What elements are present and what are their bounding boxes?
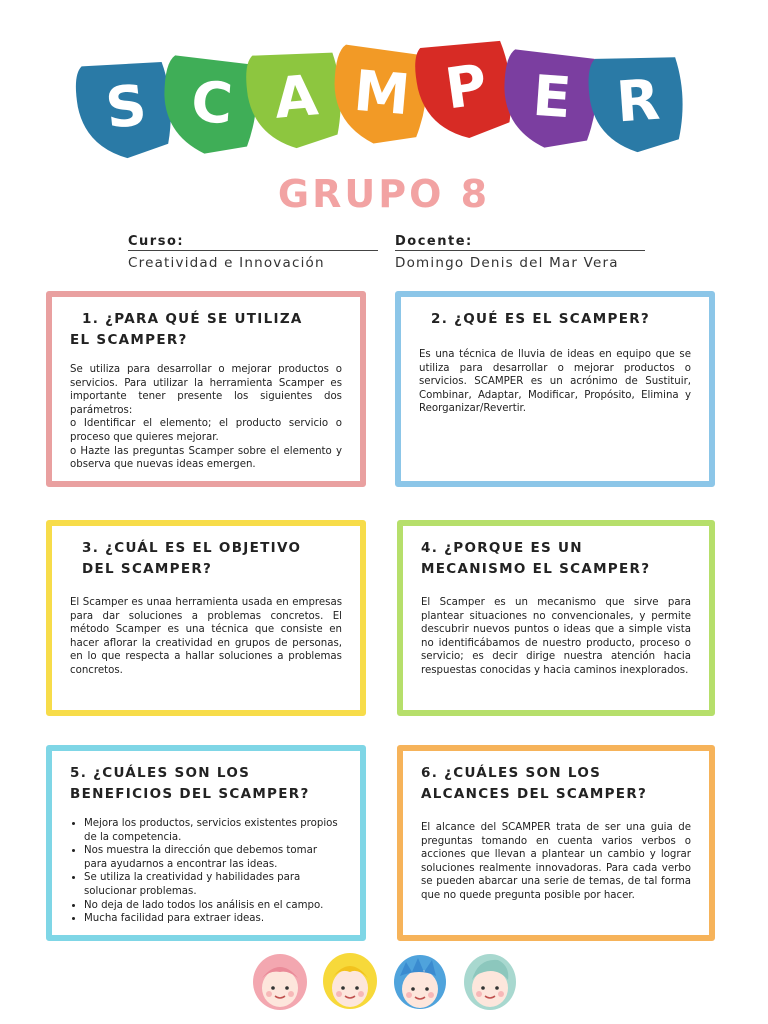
card-body: Se utiliza para desarrollar o mejorar productos o servicios. Para utilizar la herramienta Scamper es importante tener presente los siguientes dos parámetros: xyxy=(70,364,342,416)
card-body-line-1: o Identificar el elemento; el producto servicio o proceso que quieres mejorar. xyxy=(70,418,342,443)
svg-text:C: C xyxy=(189,69,235,138)
card-title-line-2: EL SCAMPER? xyxy=(70,332,188,348)
card-question-3 xyxy=(46,520,366,716)
card-question-4 xyxy=(397,520,715,716)
card-question-6 xyxy=(397,745,715,941)
list-item: • Se utiliza la creatividad y habilidades para solucionar problemas. xyxy=(84,871,342,898)
card-body: Es una técnica de lluvia de ideas en equipo que se utiliza para desarrollar o mejorar productos o servicios. SCAMPER es un acrónimo de Sustituir, Combinar, Adaptar, Modificar, Propósito, Elimina y Reorganizar/Revertir. xyxy=(419,349,691,415)
girl-teal-hair-icon xyxy=(464,954,516,1010)
girl-pink-hair-icon xyxy=(253,954,307,1010)
benefits-list xyxy=(70,817,342,926)
card-question-5 xyxy=(46,745,366,941)
card-body: El Scamper es unaa herramienta usada en empresas para dar soluciones a problemas concretos. El método Scamper es una técnica que consiste en hacer aflorar la creatividad en grupos de personas, en lo que respecta a hallar soluciones a problemas concretos. xyxy=(70,597,342,676)
card-title-line-1: 6. ¿CUÁLES SON LOS xyxy=(421,765,602,781)
scamper-logo xyxy=(72,40,692,160)
list-item: • No deja de lado todos los análisis en el campo. xyxy=(84,899,342,913)
card-body-line-2: o Hazte las preguntas Scamper sobre el elemento y observa que nuevas ideas emergen. xyxy=(70,445,342,471)
logo-letter-m xyxy=(329,44,430,148)
svg-text:R: R xyxy=(614,67,662,136)
card-title-line-1: 4. ¿PORQUE ES UN xyxy=(421,540,583,556)
list-item: • Mejora los productos, servicios existentes propios de la competencia. xyxy=(84,817,342,844)
card-title-line-2: MECANISMO EL SCAMPER? xyxy=(421,561,651,577)
card-question-2 xyxy=(395,291,715,487)
docente-value: Domingo Denis del Mar Vera xyxy=(395,255,619,271)
logo-letter-a xyxy=(244,48,345,152)
card-title-line-2: BENEFICIOS DEL SCAMPER? xyxy=(70,786,310,802)
boy-blue-hair-icon xyxy=(394,955,446,1009)
card-title-line-2: DEL SCAMPER? xyxy=(82,561,213,577)
card-title-line-1: 1. ¿PARA QUÉ SE UTILIZA xyxy=(82,311,303,327)
card-title-line-1: 2. ¿QUÉ ES EL SCAMPER? xyxy=(431,311,651,327)
card-question-1 xyxy=(46,291,366,487)
card-title-line-1: 5. ¿CUÁLES SON LOS xyxy=(70,765,251,781)
card-title-line-1: 3. ¿CUÁL ES EL OBJETIVO xyxy=(82,540,302,556)
svg-text:A: A xyxy=(271,63,321,132)
docente-label: Docente: xyxy=(395,234,645,251)
page-subtitle: GRUPO 8 xyxy=(277,172,491,216)
curso-label: Curso: xyxy=(128,234,378,251)
kids-illustration xyxy=(248,948,528,1014)
logo-letter-s xyxy=(73,58,175,160)
svg-text:P: P xyxy=(441,52,492,123)
girl-yellow-hair-icon xyxy=(323,953,377,1009)
svg-text:S: S xyxy=(102,73,150,142)
logo-letter-c xyxy=(160,55,259,157)
card-body: El Scamper es un mecanismo que sirve para plantear situaciones no convencionales, y permite descubrir nuevos puntos o ideas que a simple vista no identificábamos de nuestro producto, proceso o servicio; es decir dirige nuestra atención hacia respuestas conocidas y hacia caminos inexplorados. xyxy=(421,597,691,676)
list-item: • Mucha facilidad para extraer ideas. xyxy=(84,912,342,926)
card-title-line-2: ALCANCES DEL SCAMPER? xyxy=(421,786,648,802)
curso-field xyxy=(128,234,378,271)
list-item: • Nos muestra la dirección que debemos tomar para ayudarnos a encontrar las ideas. xyxy=(84,844,342,871)
curso-value: Creatividad e Innovación xyxy=(128,255,325,271)
svg-text:M: M xyxy=(351,58,413,129)
logo-letter-p xyxy=(412,40,517,144)
docente-field xyxy=(395,234,645,271)
svg-text:E: E xyxy=(530,63,574,132)
logo-letter-e xyxy=(500,49,599,151)
card-body: El alcance del SCAMPER trata de ser una guia de preguntas tomando en cuenta varios verbos o acciones que llevan a plantear un cambio y lograr soluciones realmente innovadoras. Para cada verbo se pueden abarcar una serie de temas, de tal forma que no quede pregunta posible por hacer. xyxy=(421,822,691,901)
logo-letter-r xyxy=(587,53,686,155)
